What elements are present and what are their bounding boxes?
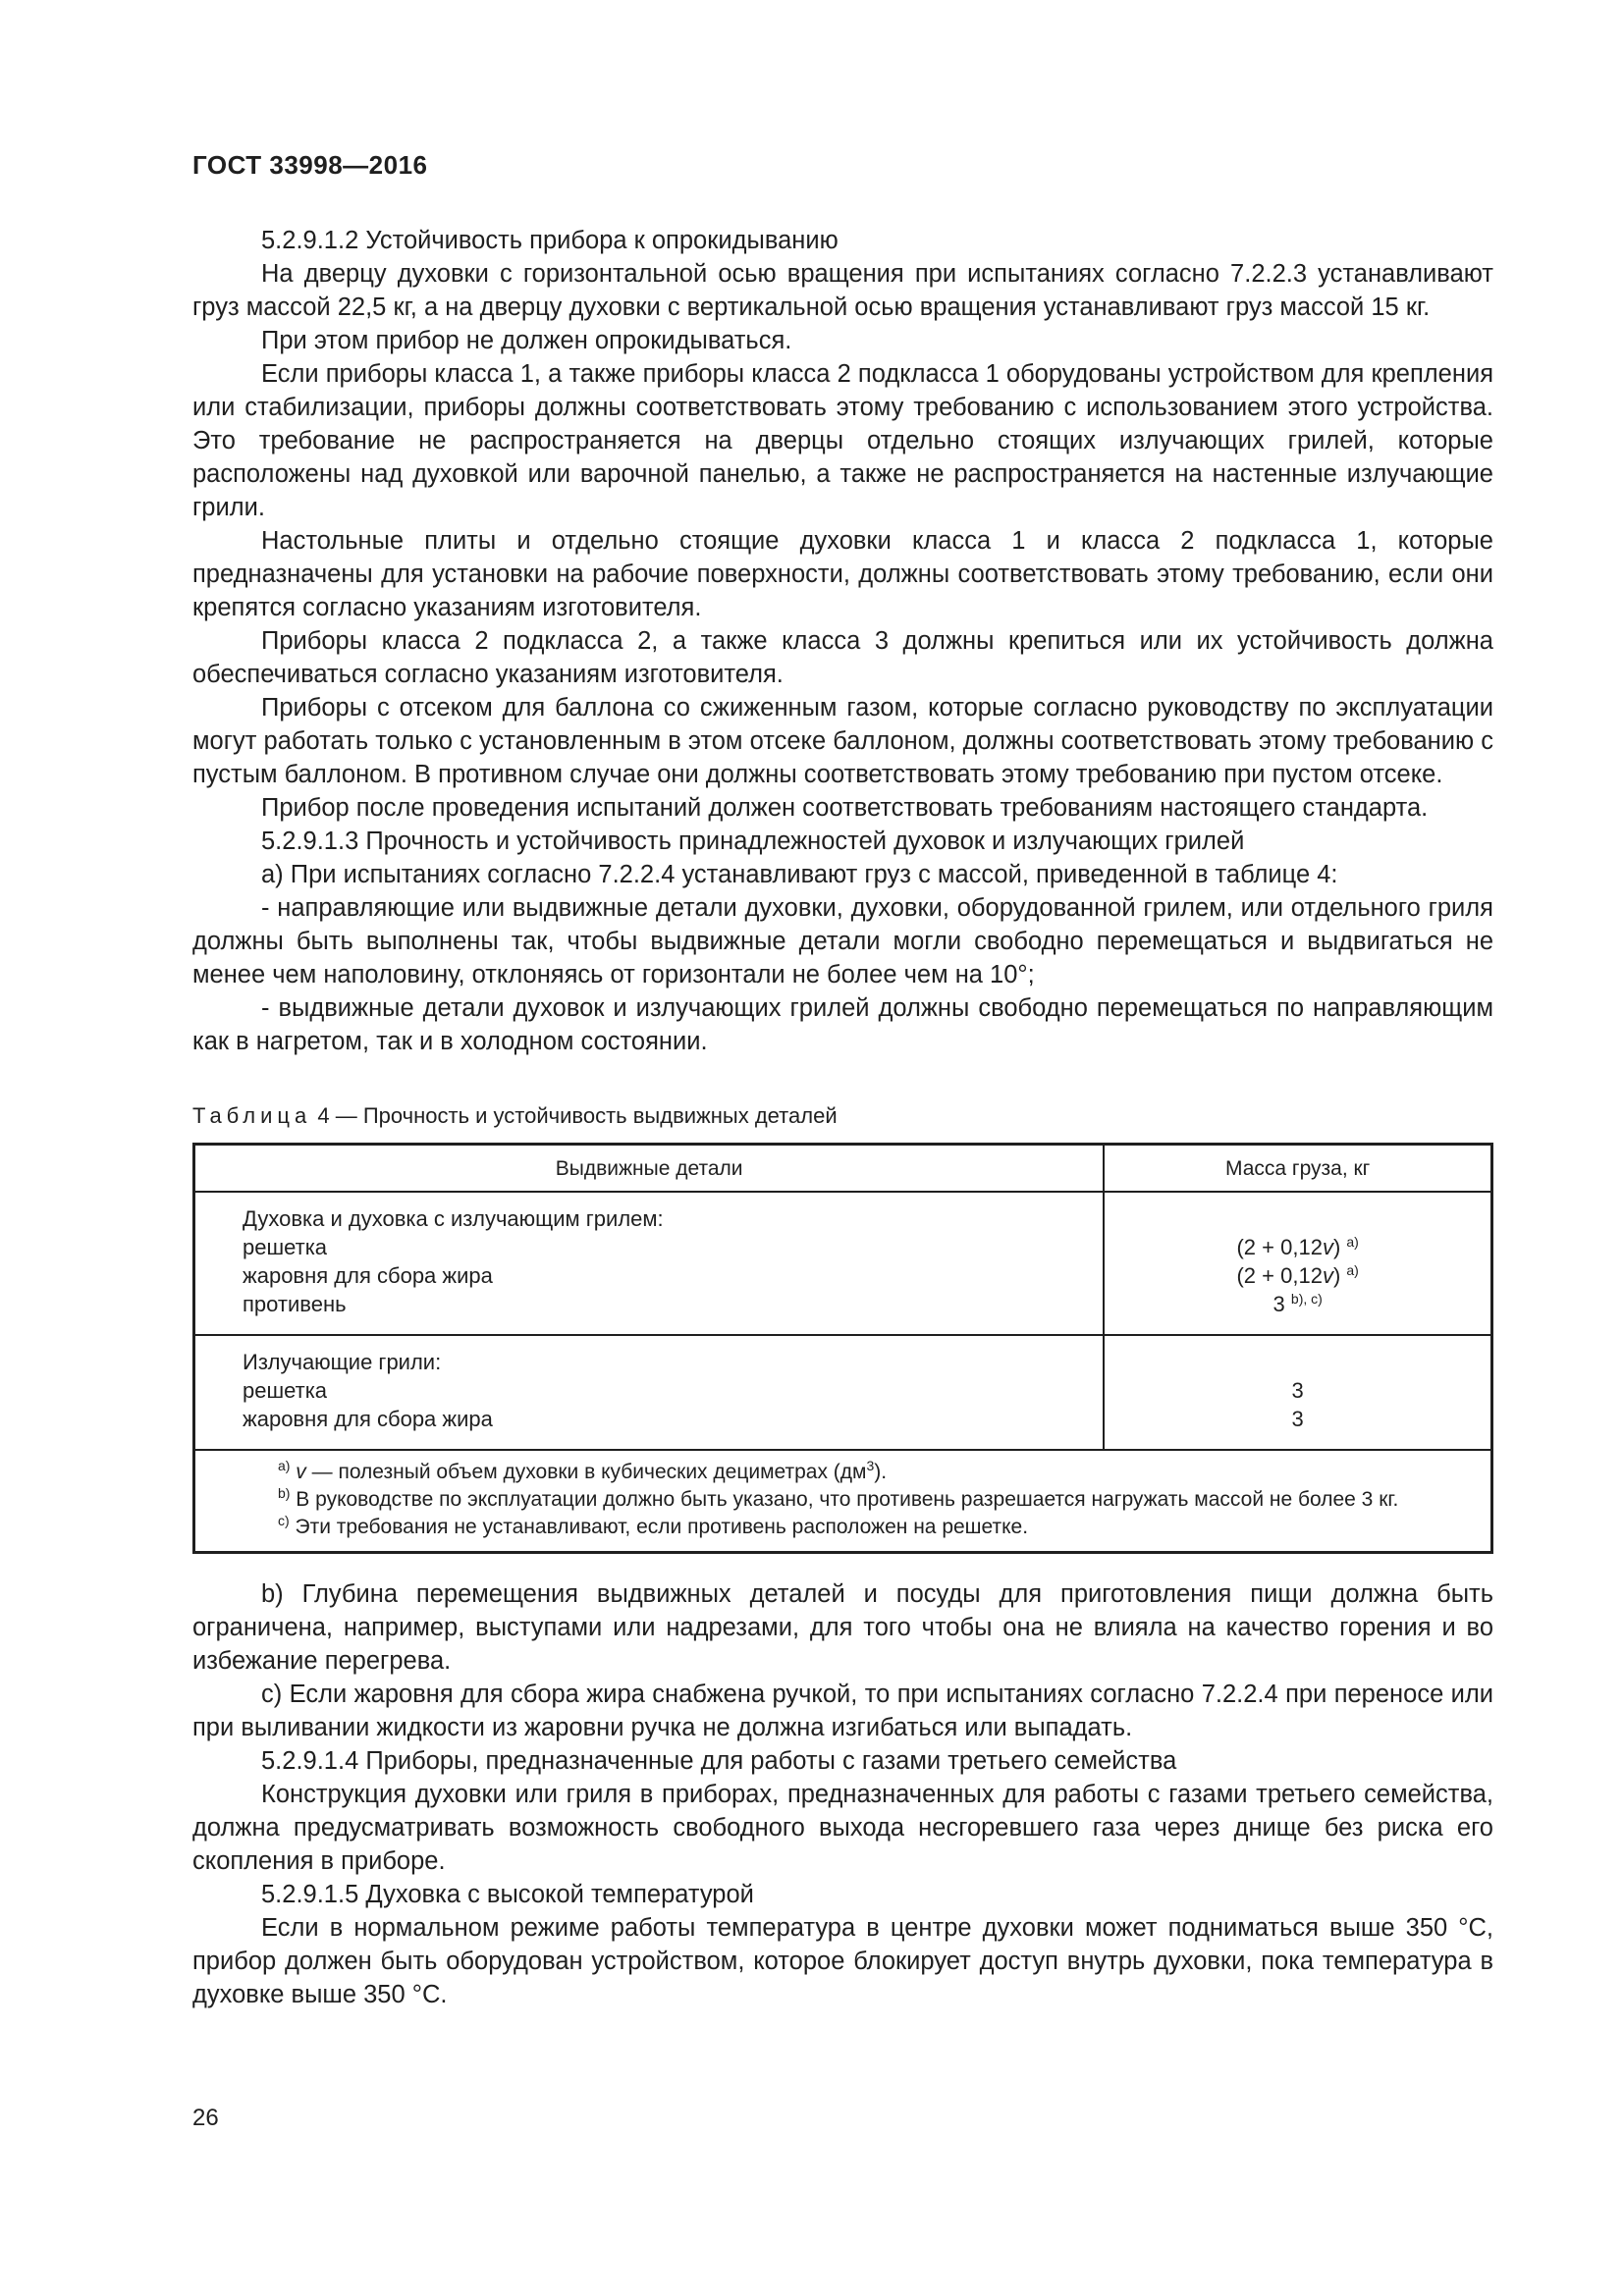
column-header: Масса груза, кг bbox=[1104, 1145, 1491, 1193]
body-text bbox=[192, 224, 1493, 2011]
section-heading-5-2-9-1-3: 5.2.9.1.3 Прочность и устойчивость принадлежностей духовок и излучающих грилей bbox=[261, 828, 1245, 855]
section-heading-5-2-9-1-2: 5.2.9.1.2 Устойчивость прибора к опрокидыванию bbox=[261, 227, 839, 254]
table-header-row bbox=[194, 1145, 1492, 1193]
paragraph: На дверцу духовки с горизонтальной осью вращения при испытаниях согласно 7.2.2.3 устанавливают груз массой 22,5 кг, а на дверцу духовки с вертикальной осью вращения устанавливают груз массой 15 кг. bbox=[192, 260, 1493, 321]
table-cell bbox=[194, 1192, 1105, 1335]
table-note-a: $^{а)}$ v — полезный объем духовки в кубических дециметрах $(дм^3)$. bbox=[278, 1458, 888, 1483]
item-label: противень bbox=[243, 1292, 347, 1316]
table-caption bbox=[192, 1101, 1493, 1131]
mass-value: (2 + 0,12v) $^{а)}$ bbox=[1236, 1234, 1359, 1259]
footnote-ref: а) bbox=[1346, 1262, 1359, 1278]
table-cell bbox=[194, 1335, 1105, 1450]
list-item-a: а) При испытаниях согласно 7.2.2.4 устанавливают груз с массой, приведенной в таблице 4: bbox=[261, 861, 1338, 888]
item-label: решетка bbox=[243, 1378, 328, 1403]
paragraph: Прибор после проведения испытаний должен соответствовать требованиям настоящего стандарта. bbox=[261, 794, 1429, 822]
table-row bbox=[194, 1192, 1492, 1335]
table-caption-title: 4 — Прочность и устойчивость выдвижных деталей bbox=[317, 1103, 838, 1128]
text-after-table bbox=[192, 1577, 1493, 2011]
paragraph: Если в нормальном режиме работы температура в центре духовки может подниматься выше 350 °С, прибор должен быть оборудован устройством, которое блокирует доступ внутрь духовки, пока температура в духовке выше 350 °С. bbox=[192, 1914, 1493, 2008]
table-row bbox=[194, 1335, 1492, 1450]
table-4 bbox=[192, 1143, 1493, 1554]
table-note-b: $^{b)}$ В руководстве по эксплуатации должно быть указано, что противень разрешается нагружать массой не более 3 кг. bbox=[278, 1485, 1399, 1511]
item-label: жаровня для сбора жира bbox=[243, 1263, 493, 1288]
paragraph: Приборы класса 2 подкласса 2, а также класса 3 должны крепиться или их устойчивость должна обеспечиваться согласно указаниям изготовителя. bbox=[192, 627, 1493, 688]
mass-value: 3 bbox=[1291, 1407, 1304, 1431]
section-heading-5-2-9-1-4: 5.2.9.1.4 Приборы, предназначенные для работы с газами третьего семейства bbox=[261, 1747, 1177, 1775]
list-item-c: c) Если жаровня для сбора жира снабжена ручкой, то при испытаниях согласно 7.2.2.4 при переносе или при выливании жидкости из жаровни ручка не должна изгибаться или выпадать. bbox=[192, 1681, 1493, 1741]
mass-value: (2 + 0,12v) $^{а)}$ bbox=[1236, 1262, 1359, 1288]
item-label: решетка bbox=[243, 1235, 328, 1259]
table-notes-row bbox=[194, 1450, 1492, 1553]
list-item-b: b) Глубина перемещения выдвижных деталей и посуды для приготовления пищи должна быть ограничена, например, выступами или надрезами, для того чтобы она не влияла на качество горения и во избежание перегрева. bbox=[192, 1580, 1493, 1675]
group-title: Духовка и духовка с излучающим грилем: bbox=[243, 1206, 664, 1231]
column-header: Выдвижные детали bbox=[194, 1145, 1105, 1193]
document-code-header: ГОСТ 33998—2016 bbox=[192, 150, 428, 180]
paragraph: Приборы с отсеком для баллона со сжиженным газом, которые согласно руководству по эксплуатации могут работать только с установленным в этом отсеке баллоном, должны соответствовать этому требованию с пустым баллоном. В противном случае они должны соответствовать этому требованию при пустом отсеке. bbox=[192, 694, 1493, 788]
item-label: жаровня для сбора жира bbox=[243, 1407, 493, 1431]
table-notes bbox=[194, 1450, 1492, 1553]
paragraph: Конструкция духовки или гриля в приборах, предназначенных для работы с газами третьего семейства, должна предусматривать возможность свободного выхода несгоревшего газа через днище без риска его скопления в приборе. bbox=[192, 1781, 1493, 1875]
paragraph: Настольные плиты и отдельно стоящие духовки класса 1 и класса 2 подкласса 1, которые предназначены для установки на рабочие поверхности, должны соответствовать этому требованию, если они крепятся согласно указаниям изготовителя. bbox=[192, 527, 1493, 621]
paragraph: При этом прибор не должен опрокидываться. bbox=[261, 327, 792, 354]
dash-list-item: - выдвижные детали духовок и излучающих грилей должны свободно перемещаться по направляющим как в нагретом, так и в холодном состоянии. bbox=[192, 994, 1493, 1055]
mass-value: 3 bbox=[1291, 1378, 1304, 1403]
dash-list-item: - направляющие или выдвижные детали духовки, духовки, оборудованной грилем, или отдельного гриля должны быть выполнены так, чтобы выдвижные детали могли свободно перемещаться и выдвигаться не менее чем наполовину, отклоняясь от горизонтали не более чем на 10°; bbox=[192, 894, 1493, 988]
table-caption-word: Таблица bbox=[192, 1103, 312, 1128]
paragraph: Если приборы класса 1, а также приборы класса 2 подкласса 1 оборудованы устройством для крепления или стабилизации, приборы должны соответствовать этому требованию с использованием этого устройства. Это требование не распространяется на дверцы отдельно стоящих излучающих грилей, которые расположены над духовкой или варочной панелью, а также не распространяется на настенные излучающие грили. bbox=[192, 360, 1493, 521]
table-cell bbox=[1104, 1335, 1491, 1450]
section-heading-5-2-9-1-5: 5.2.9.1.5 Духовка с высокой температурой bbox=[261, 1881, 754, 1908]
spacer bbox=[1114, 1204, 1481, 1233]
page-number: 26 bbox=[192, 2105, 219, 2131]
table-note-c: $^{c)}$ Эти требования не устанавливают, если противень расположен на решетке. bbox=[278, 1513, 1029, 1538]
group-title: Излучающие грили: bbox=[243, 1350, 442, 1374]
table-cell bbox=[1104, 1192, 1491, 1335]
footnote-ref: b), c) bbox=[1290, 1291, 1323, 1307]
mass-value: 3 $^{b), c)}$ bbox=[1272, 1291, 1323, 1316]
footnote-ref: а) bbox=[1346, 1234, 1359, 1250]
spacer bbox=[1114, 1348, 1481, 1376]
